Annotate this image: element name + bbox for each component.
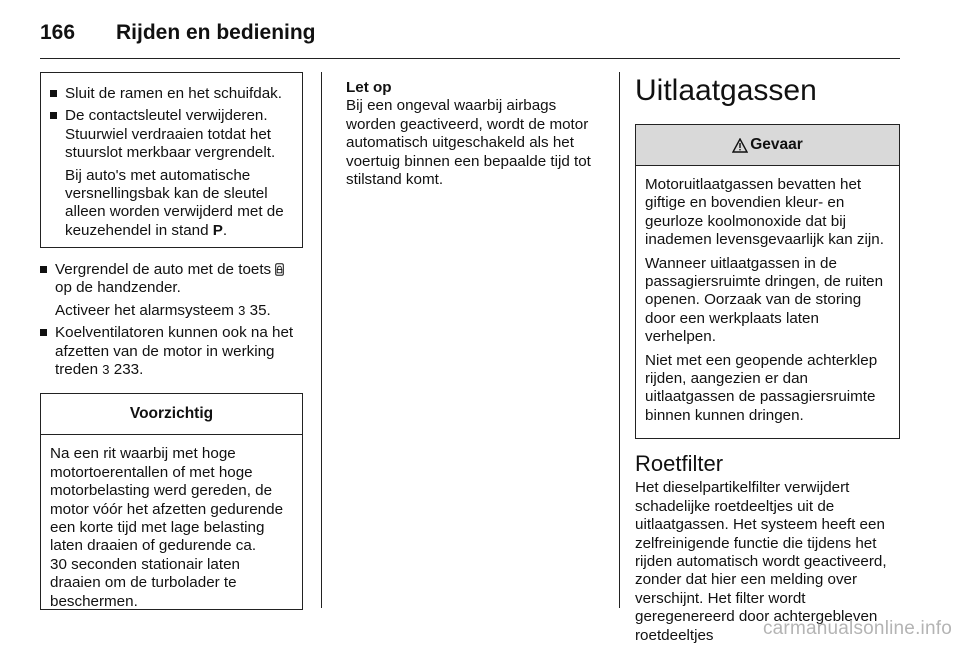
caution-title: Voorzichtig xyxy=(41,394,302,435)
note-title: Let op xyxy=(346,79,392,96)
caution-text: Na een rit waarbij met hoge motortoerentallen of met hoge motorbelasting werd gereden, de motor vóór het afzetten gedurende een korte tijd met lage belasting laten draaien of gedurende ca. 30 seconden stationair laten draaien om de turbolader te beschermen. xyxy=(50,445,284,610)
column-separator xyxy=(619,72,620,608)
subsection-text: Het dieselpartikelfilter verwijdert schadelijke roetdeeltjes uit de uitlaatgassen. Het systeem heeft een zelfreinigende functie die tijdens het rijden automatisch wordt geactiveerd, zonder dat hier een melding over verschijnt. Het filter wordt geregenereerd door achtergebleven roetdeeltjes xyxy=(635,479,887,644)
bullet-icon xyxy=(50,90,57,97)
list-item: Koelventilatoren kunnen ook na het afzetten van de motor in werking treden 3 233. xyxy=(40,324,303,379)
list-item: Vergrendel de auto met de toets op de handzender. xyxy=(40,261,303,298)
instructions xyxy=(40,261,303,379)
list-item-note: Activeer het alarmsysteem 3 35. xyxy=(55,301,271,319)
warning-text: Motoruitlaatgassen bevatten het giftige en bovendien kleur- en geurloze koolmonoxide dat bij inademen levensgevaarlijk kan zijn. Wanneer uitlaatgassen in de passagiersruimte dringen, de ruiten openen. Oorzaak van de storing door een werkplaats laten verhelpen. Niet met een geopende achterklep rijden, aangezien er dan uitlaatgassen de passagiersruimte binnen kunnen dringen. xyxy=(645,176,884,424)
warning-triangle-icon xyxy=(732,138,748,153)
caution-box xyxy=(40,393,303,610)
list-item: Sluit de ramen en het schuifdak. xyxy=(50,85,293,103)
list-item: De contactsleutel verwijderen. Stuurwiel verdraaien totdat het stuurslot merkbaar vergrendelt. xyxy=(50,107,293,162)
list-item-note: Bij auto's met automatische versnellingsbak kan de sleutel alleen worden verwijderd met de keuzehendel in stand P. xyxy=(65,166,284,239)
column-middle xyxy=(346,79,604,189)
checklist-box xyxy=(40,72,303,248)
watermark: carmanualsonline.info xyxy=(762,617,952,639)
bullet-icon xyxy=(40,329,47,336)
warning-header xyxy=(636,125,899,166)
bullet-icon xyxy=(40,266,47,273)
page-number: 166 xyxy=(40,21,76,44)
lock-key-icon xyxy=(275,263,284,276)
warning-box xyxy=(635,124,900,439)
warning-title: Gevaar xyxy=(750,135,803,153)
page-title: Rijden en bediening xyxy=(116,21,316,44)
roetfilter-section xyxy=(635,451,900,645)
header-rule xyxy=(40,58,900,59)
column-right xyxy=(635,74,900,645)
subsection-title: Roetfilter xyxy=(635,451,724,477)
reference-arrow-icon: 3 xyxy=(102,362,110,378)
reference-arrow-icon: 3 xyxy=(238,302,246,318)
column-left xyxy=(40,72,303,610)
section-title: Uitlaatgassen xyxy=(635,74,817,107)
note-text: Bij een ongeval waarbij airbags worden geactiveerd, wordt de motor automatisch uitgeschakeld als het voertuig binnen een bepaalde tijd tot stilstand komt. xyxy=(346,97,591,189)
column-separator xyxy=(321,72,322,608)
bullet-icon xyxy=(50,112,57,119)
